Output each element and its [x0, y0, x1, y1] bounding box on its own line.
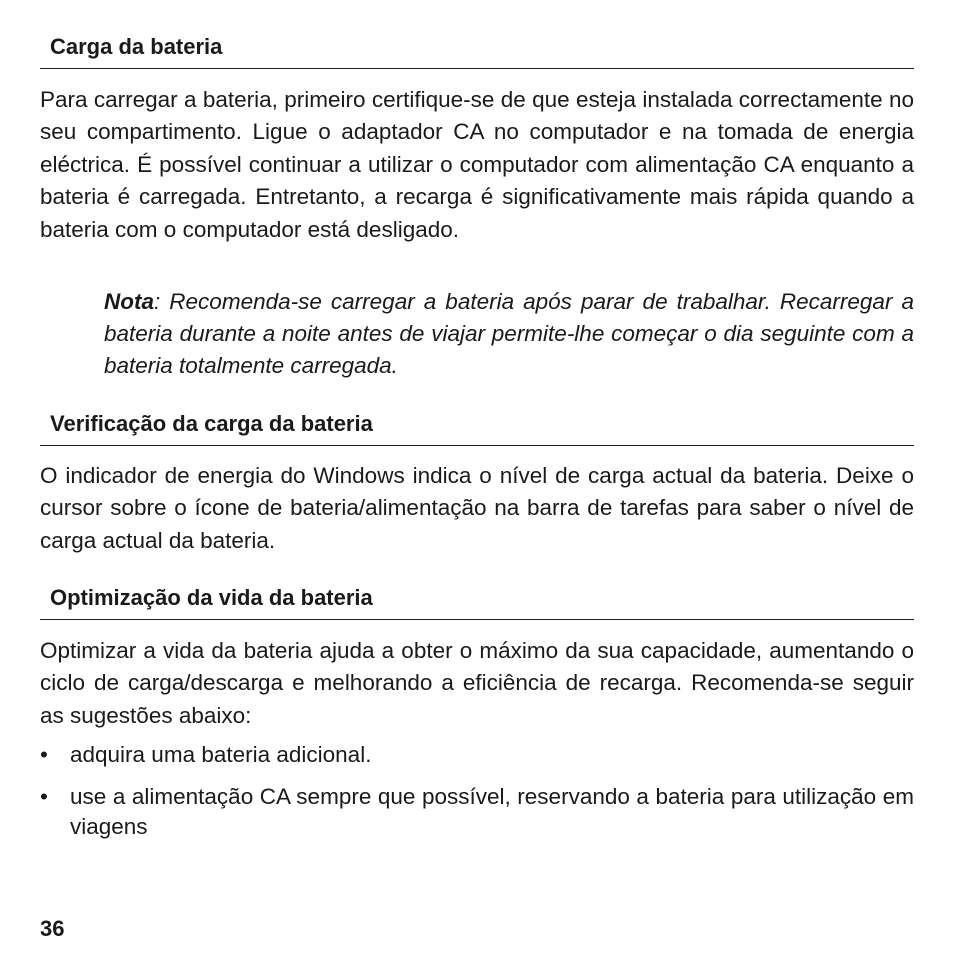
section-title-battery-optimization: Optimização da vida da bateria: [40, 585, 914, 620]
page-number: 36: [40, 916, 65, 941]
bullet-icon: •: [40, 784, 48, 809]
paragraph-battery-check: O indicador de energia do Windows indica o nível de carga actual da bateria. Deixe o cursor sobre o ícone de bateria/alimentação na barra de tarefas para saber o nível de carga actual da bateria.: [40, 463, 914, 553]
paragraph-battery-optimization: Optimizar a vida da bateria ajuda a obter o máximo da sua capacidade, aumentando o ciclo de carga/descarga e melhorando a eficiência de recarga. Recomenda-se seguir as sugestões abaixo:: [40, 638, 914, 728]
list-item-text: adquira uma bateria adicional.: [70, 742, 372, 767]
list-item: [40, 740, 914, 770]
paragraph-battery-charging: Para carregar a bateria, primeiro certifique-se de que esteja instalada correctamente no seu compartimento. Ligue o adaptador CA no computador e na tomada de energia eléctrica. É possível continuar a utilizar o computador com alimentação CA enquanto a bateria é carregada. Entretanto, a recarga é significativamente mais rápida quando a bateria com o computador está desligado.: [40, 87, 914, 242]
list-item-text: use a alimentação CA sempre que possível, reservando a bateria para utilização em viagens: [70, 784, 914, 839]
section-title-battery-check: Verificação da carga da bateria: [40, 411, 914, 446]
section-title-battery-charging: Carga da bateria: [40, 34, 914, 69]
note-label: Nota: [104, 289, 154, 314]
list-item: [40, 782, 914, 842]
note-block: [104, 286, 914, 382]
note-text: : Recomenda-se carregar a bateria após parar de trabalhar. Recarregar a bateria durante a noite antes de viajar permite-lhe começar o dia seguinte com a bateria totalmente carregada.: [104, 289, 914, 378]
suggestion-list: [40, 740, 914, 842]
bullet-icon: •: [40, 742, 48, 767]
